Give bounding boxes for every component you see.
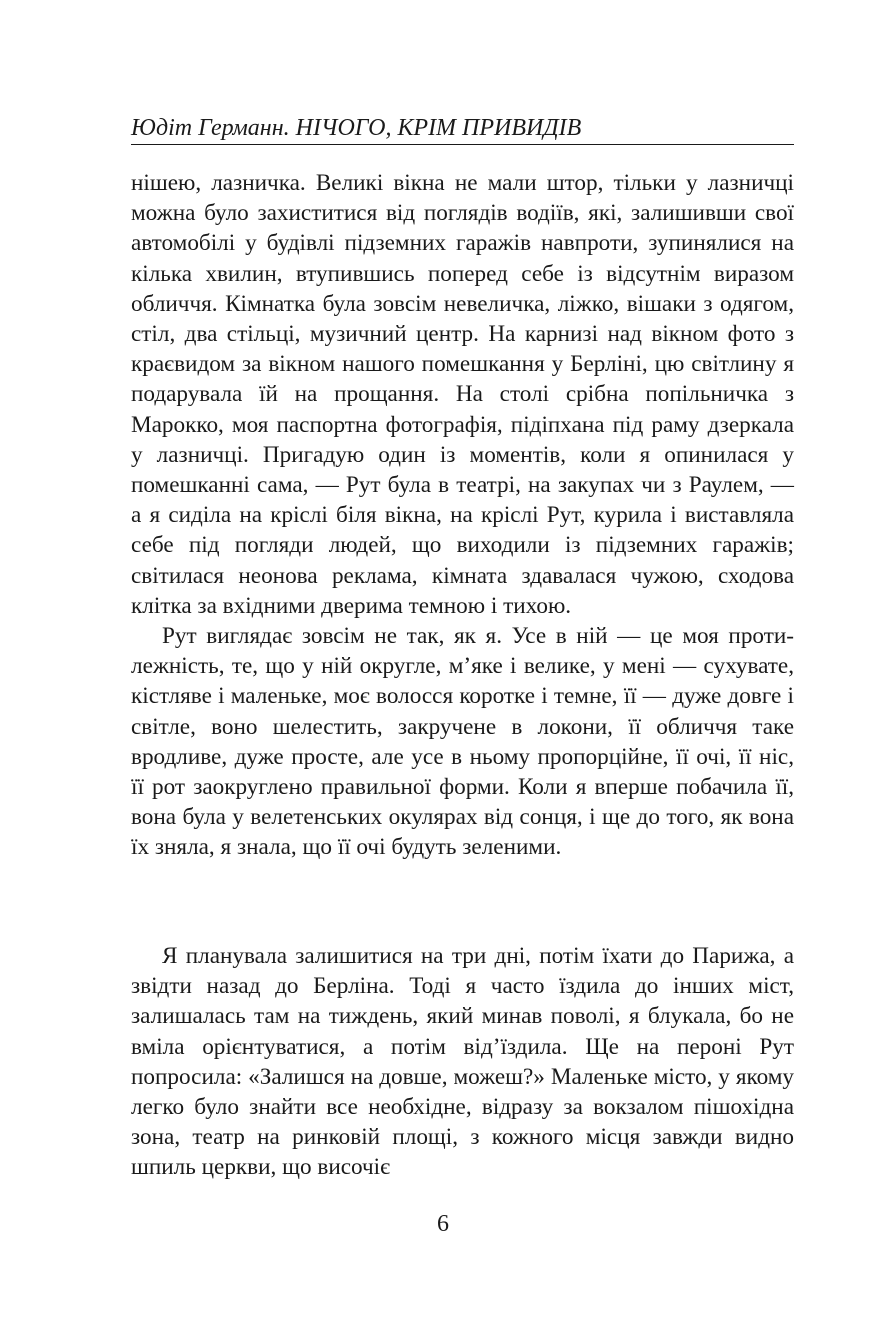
header-title: НІЧОГО, КРІМ ПРИВИДІВ xyxy=(295,115,582,141)
running-header xyxy=(131,113,794,143)
paragraph-1: нішею, лазничка. Великі вікна не мали штор, тільки у лазничці можна було захиститися від поглядів водіїв, які, залишивши свої автомобілі у будівлі підземних гаражів навпроти, зупинялися на кілька хвилин, втупившись поперед себе із відсутнім виразом обличчя. Кімнатка була зовсім невеличка, ліжко, вішаки з одягом, стіл, два стільці, музичний центр. На карнизі над вікном фото з краєвидом за вікном нашого помешкання у Берліні, цю світлину я подарувала їй на прощання. На столі срібна попільничка з Марокко, моя паспортна фотографія, підіпхана під раму дзеркала у лазничці. Пригадую один із моментів, коли я опинилася у помешканні сама, — Рут була в театрі, на закупах чи з Раулем, — а я сиділа на кріслі біля вікна, на кріслі Рут, курила і виставляла себе під погляди людей, що виходили із підземних гаражів; світилася неонова реклама, кімната здавалася чужою, сходова клітка за вхідними дверима темною і тихою. xyxy=(131,170,794,619)
text-block-first xyxy=(131,168,794,863)
paragraph-2: Рут виглядає зовсім не так, як я. Усе в ній — це моя протилежність, те, що у ній округле, м’яке і велике, у мені — сухувате, кістляве і маленьке, моє волосся коротке і темне, її — дуже довге і світле, воно шелестить, закручене в локони, її обличчя таке вродливе, дуже просте, але усе в ньому пропорційне, її очі, її ніс, її рот заокруглено правильної форми. Коли я вперше побачила її, вона була у велетенських окулярах від сонця, і ще до того, як вона їх зняла, я знала, що її очі будуть зеленими. xyxy=(131,623,794,861)
text-block-second xyxy=(131,941,794,1183)
header-author: Юдіт Германн. xyxy=(131,115,290,141)
paragraph-3: Я планувала залишитися на три дні, потім їхати до Парижа, а звідти назад до Берліна. Тоді я часто їздила до інших міст, залишалась там на тиждень, який минав поволі, я блукала, бо не вміла орієнтуватися, а потім від’їздила. Ще на пероні Рут попросила: «Залишся на довше, можеш?» Маленьке місто, у якому легко було знайти все необхідне, відразу за вокзалом пішохідна зона, театр на ринковій площі, з кожного місця завжди видно шпиль церкви, що височіє xyxy=(131,943,794,1181)
page-number: 6 xyxy=(437,1211,449,1237)
header-rule xyxy=(131,144,794,145)
